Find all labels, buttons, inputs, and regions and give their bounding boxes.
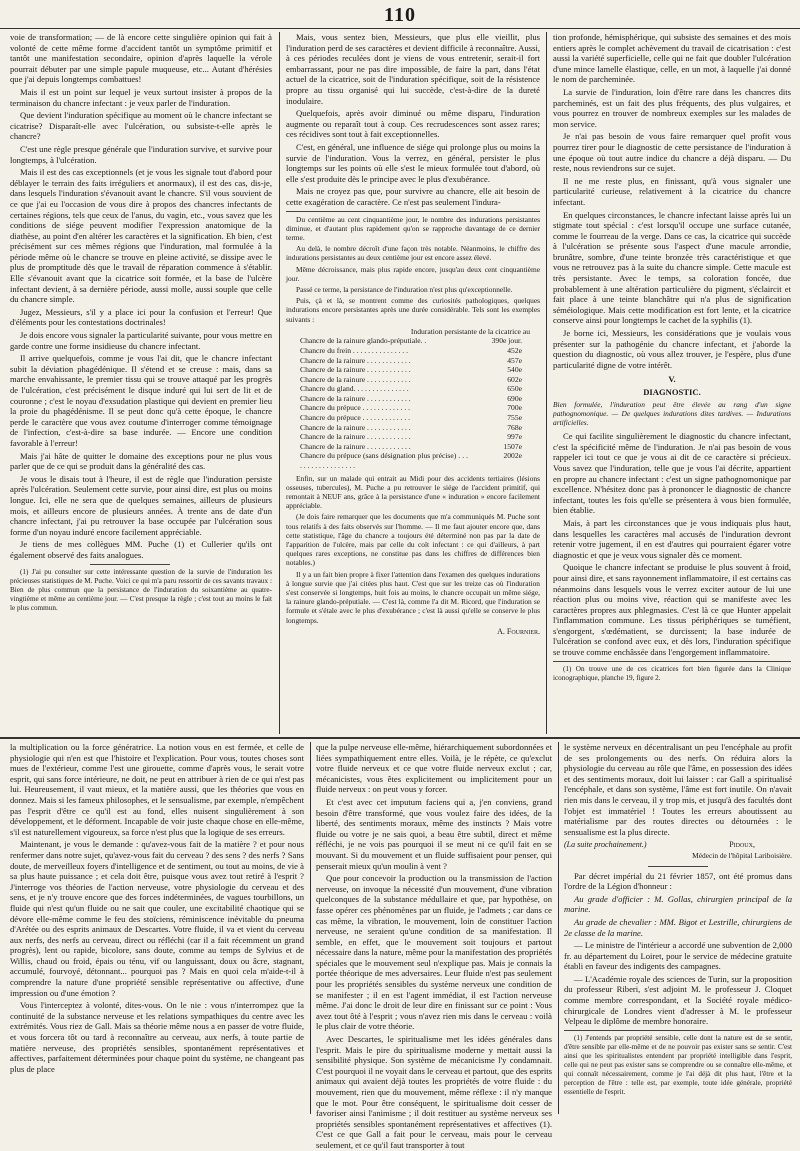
- column-rule: [546, 32, 547, 734]
- paragraph: que la pulpe nerveuse elle-même, hiérarchiquement subordonnées et liées sympathiquement entre elles. Voilà, je le répète, ce qu'exclut votre fluide nerveux et ce que votre fluide nerveux exclut ; car, mécanicistes, vous êtes explicitement ou implicitement pour un fluide nerveux : on peut vous y forcer.: [316, 742, 552, 795]
- table-cell-value: 700e: [507, 403, 522, 413]
- table-cell-value: 690e: [507, 393, 522, 403]
- column-rule: [279, 32, 280, 734]
- paragraph: le système nerveux en décentralisant un peu l'encéphale au profit de ses prolongements ou des nerfs. On réduira alors la physiologie du cerveau au rôle que l'âme, en possession des idées et des sentiments moraux, doit lui laisser : car Gall a spiritualisé l'encéphale, et dans son système, l'âme est fort inutile. On n'avait rien mis dans le cerveau, il y trop mis, et jusqu'à des facultés dont l'objet est immatériel ! Toutes les erreurs aboutissent au matérialisme par des routes directes ou détournées : le sensualisme est la plus directe.: [564, 742, 792, 837]
- table-cell-value: 768e: [507, 422, 522, 432]
- table-row: [300, 346, 540, 356]
- table-row: [300, 442, 540, 452]
- table-row: [300, 356, 540, 366]
- paragraph: Avec Descartes, le spiritualisme met les idées générales dans l'esprit. Mais le pire du spiritualisme moderne y mettait aussi la sensibilité physique. Son système de mécanicisme l'y condamnait. C'est pourquoi il ne voyait dans le cerveau et partout, que des esprits animaux qui avaient déjà toutes les propriétés de votre fluide : du mouvement, rien que du mouvement, même réflexe : il n'y manque que le mot. Pour être conséquent, le spiritualisme doit cesser de favoriser ainsi l'animisme ; il doit restituer au système nerveux ses propriétés sensibles spontanément représentatives et affectives (1). C'est ce que Gall a fait pour le cerveau, mais pour le cerveau seulement, et ce qu'il faut transporter à tout: [316, 1034, 552, 1150]
- news-divider: [648, 866, 708, 867]
- paragraph: Et c'est avec cet imputum faciens qui a, j'en conviens, grand besoin d'être transformé, que vous voulez faire des idées, de la liberté, des sentiments moraux, même des instincts ? Mais votre fluide ou votre je ne sais quoi, a beau être subtil, direct et même réfléchi, je ne vois pas pourquoi il se meut ni ce qu'il fait en se mouvant. Si du mouvement et un fluide suffisaient pour penser, qui penserait mieux qu'un moulin à vent ?: [316, 796, 552, 871]
- signature-block: [564, 840, 792, 861]
- paragraph: En quelques circonstances, le chancre infectant laisse après lui un stigmate tout spécial : c'est lorsqu'il occupe une surface cutanée, comme le fourreau de la verge. Dans ce cas, la cicatrice qui succède à l'ulcération se présente sous l'aspect d'une macule arrondie, brunâtre, sombre, d'une teinte bronzée très caractéristique et que vous ne retrouvez pas à la suite du chancre simple. Cette macule est très persistante. Avec le temps, sa coloration foncée, due probablement à une altération particulière du pigment, s'éclaircit et fait place à une teinte blanchâtre qui n'a plus de signification séméiologique. Mais cette modification est fort lente, et la cicatrice conserve ainsi pour longtemps le cachet de la syphilis (1).: [553, 209, 791, 326]
- table-row: [300, 451, 540, 470]
- paragraph: Que devient l'induration spécifique au moment où le chancre infectant se cicatrise? Disparaît-elle avec l'ulcération, ou subsiste-t-elle après le chancre?: [10, 110, 272, 142]
- paragraph: C'est, en général, une influence de siége qui prolonge plus ou moins la survie de l'induration. Vous la verrez, en général, persister le plus longtemps sur les points où elle s'est le mieux formulée tout d'abord, où elle s'est produite dès le principe avec le plus d'exubérance.: [286, 141, 540, 184]
- note-paragraph: Du centième au cent cinquantième jour, le nombre des indurations persistantes diminue, et d'autant plus rapidement qu'on se rapproche davantage de ce dernier terme.: [286, 214, 540, 242]
- paragraph: Vous l'interceptez à volonté, dites-vous. On le nie : vous n'interrompez que la continuité de la substance nerveuse et les relations sympathiques du centre avec les extrémités. Vous riez de Gall. Mais sa théorie même nous a en passer de votre fluide, et vous forcera tôt ou tard à reconnaître au cerveau, aux nerfs, à toute partie de matière nerveuse, des propriétés sensibles, spontanément représentatives et affectives, parfaitement déterminées pour chaque point du système, ne changeant pas plus de place: [10, 1000, 304, 1074]
- note-paragraph: Passé ce terme, la persistance de l'induration n'est plus qu'exceptionnelle.: [296, 284, 513, 294]
- column-rule: [558, 742, 559, 1114]
- footnote: (1) J'entends par propriété sensible, celle dont la nature est de se sentir, d'être sensible par elle-même et de ne pouvoir pas exister sans se sentir. C'est ainsi que les spiritualistes entendent par propriété intelligible dans l'esprit, celle qui ne peut pas exister sans se comprendre ou se connaître elle-même, et qui connaît nécessairement, comme je l'ai déjà dit plus haut, l'être et la perception de l'être : telle est, par exemple, toute idée générale, propriété essentielle de l'esprit.: [564, 1033, 792, 1096]
- table-row: [300, 413, 540, 423]
- author-name: Pidoux,: [729, 840, 755, 850]
- table-cell-label: Chancre de la rainure . . . . . . . . . . . .: [300, 374, 411, 384]
- footnote: (1) J'ai pu consulter sur cette intéressante question de la survie de l'induration les précieuses statistiques de M. Puche. Voici ce qui m'a paru ressortir de ces savants travaux : Bien de plus commun que la persistance de l'induration du soixantième au quatre-vingtième et même au centième jour. — C'est presque la règle ; c'est tout au moins le fait le plus commun.: [10, 567, 272, 612]
- section-number: V.: [668, 374, 676, 385]
- paragraph: Il arrive quelquefois, comme je vous l'ai dit, que le chancre infectant subit la déviation phagédénique. Il s'étend et se creuse : mais, dans sa marche envahissante, le premier tissu qui se trouve attaqué par les progrès de l'ulcération, c'est précisément le disque induré qui lui sert de lit et de couronne ; c'est le noyau d'exsudation plastique qui devient en premier lieu la proie du phagédénisme. Il se peut donc qu'à cette époque, le chancre perde le caractère que vous avez coutume d'interroger comme témoignage de l'infection, c'est-à-dire sa base indurée. — Encore une condition favorable à l'erreur!: [10, 353, 272, 448]
- section-summary: Bien formulée, l'induration peut être élevée au rang d'un signe pathognomonique. — De quelques indurations dites tardives. — Indurations artificielles.: [553, 399, 791, 427]
- paragraph: Mais il est un point sur lequel je veux surtout insister à propos de la terminaison du chancre infectant : je veux parler de l'induration.: [10, 86, 272, 108]
- paragraph: Je tiens de mes collègues MM. Puche (1) et Cullerier qu'ils ont également observé des faits analogues.: [10, 539, 272, 560]
- note-paragraph: Puis, çà et là, se montrent comme des curiosités pathologiques, quelques indurations encore persistantes après une durée considérable. Tels sont les exemples suivants :: [286, 296, 540, 324]
- table-header: Induration persistante de la cicatrice au: [410, 326, 530, 336]
- top-column-1: [10, 32, 272, 734]
- paragraph: Jugez, Messieurs, s'il y a place ici pour la confusion et l'erreur! Que d'éléments pour les contestations doctrinales!: [10, 306, 272, 328]
- footnote: (1) On trouve une de ces cicatrices fort bien figurée dans la Clinique iconographique, planche 19, figure 2.: [553, 664, 791, 682]
- paragraph: Mais, à part les circonstances que je vous indiquais plus haut, dans lesquelles les caractères mal accusés de l'induration devront retenir votre jugement, il en est d'autres qui pourraient égarer votre diagnostic et que je veux vous signaler dès ce moment.: [553, 517, 791, 560]
- table-cell-label: Chancre du prépuce (sans désignation plus précise) . . . . . . . . . . . . . . . . . .: [300, 451, 468, 471]
- note-paragraph: Enfin, sur un malade qui entrait au Midi pour des accidents tertiaires (lésions osseuses, tubercules), M. Puche a pu retrouver le siége de l'accident primitif, qui remontait à NEUF ans, grâce à la persistance d'une « induration » encore facilement appréciable.: [286, 473, 540, 511]
- table-row: [300, 423, 540, 433]
- table-cell-value: 2002e: [503, 451, 522, 461]
- table-cell-label: Chancre du prépuce . . . . . . . . . . . . .: [300, 413, 411, 423]
- paragraph: Maintenant, je vous le demande : qu'avez-vous fait de la matière ? et pour nous renfermer dans notre sujet, qu'avez-vous fait du cerveau ? des sens ? des nerfs ? Sans doute, de merveilleux foyers d'intelligence et de sentiment, ou tout au moins, de vie à sa plus haute puissance ; et cela doit être, puisque vous avez tout retiré à l'esprit ? J'interroge vos théories de l'action nerveuse, votre physiologie du cerveau et des sens, et je n'y trouve encore que des forces indéterminées, de vagues tourbillons, un fluide qui n'est qu'un fluide ou ne sait que couler, une excitabilité chaotique qui se dévore elle-même comme le feu des stoïciens, réminiscence inévitable du pneuma d'Arétée ou des esprits animaux de Descartes. Votre fluide, il va et vient du cerveau aux nerfs, des nerfs au cerveau, direct ou réfléchi (car il a fait récemment un grand progrès), lent ou rapide, bicolore, sans doute, comme au temps de Sylvius et de Willis, chaud ou froid, épais ou ténu, vif ou languissant, doux ou âcre, stagnant, accumulé, fourvoyé, détonnant... pourquoi pas ? Mais en quoi cela m'aide-t-il à comprendre la nature d'une propriété sensible représentative ou affective, d'une impression ou d'une émotion ?: [10, 839, 304, 998]
- footnote-divider: [553, 661, 791, 662]
- paragraph: Je borne ici, Messieurs, les considérations que je voulais vous présenter sur la pathogénie du chancre infectant, et j'aborde la question du diagnostic, où vous allez trouver, je l'espère, plus d'une particularité digne de votre intérêt.: [553, 328, 791, 370]
- header-rule: [0, 28, 800, 29]
- paragraph: Je n'ai pas besoin de vous faire remarquer quel profit vous pourrez tirer pour le diagnostic de cette persistance de l'induration à une époque où tout autre indice du chancre a déjà disparu. — Du reste, nous reviendrons sur ce sujet.: [553, 131, 791, 174]
- paragraph: Je dois encore vous signaler la particularité suivante, pour vous mettre en garde contre une forme insidieuse du chancre infectant.: [10, 330, 273, 351]
- note-paragraph: Au delà, le nombre décroît d'une façon très notable. Néanmoins, le chiffre des indurations persistantes au deux centième jour est encore assez élevé.: [286, 244, 540, 263]
- paragraph: Mais ne croyez pas que, pour survivre au chancre, elle ait besoin de cette exagération de caractère. Ce n'est pas seulement l'indura-: [286, 186, 540, 207]
- table-row: [300, 403, 540, 413]
- table-cell-value: 457e: [507, 355, 522, 365]
- continuation-note: (La suite prochainement.): [564, 840, 647, 850]
- table-cell-label: Chancre du frein . . . . . . . . . . . . . . .: [300, 345, 408, 355]
- paragraph: Quoique le chancre infectant se produise le plus souvent à froid, pour ainsi dire, et sans rayonnement inflammatoire, il est certains cas néanmoins dans lesquels vous le verrez exciter autour de lui une réaction plus ou moins vive, réaction qui se manifeste avec les caractères propres aux phlegmasies. C'est là ce que Hunter appelait l'inflammation commune. Les tissus périphériques se tuméfient, s'engorgent, s'œdématient, se durcissent; la base indurée de l'ulcération se confond avec eux, et dès lors, l'induration spécifique se trouve comme enchâssée dans l'engorgement inflammatoire.: [553, 562, 791, 658]
- author-title: Médecin de l'hôpital Lariboisière.: [692, 850, 792, 860]
- table-row: [300, 336, 540, 346]
- table-cell-label: Chancre de la rainure . . . . . . . . . . . .: [300, 432, 411, 442]
- table-cell-value: 997e: [507, 432, 522, 442]
- note-paragraph: (Je dois faire remarquer que les documents que m'a communiqués M. Puche sont tous relatifs à des faits observés sur l'homme. — Il me faut ajouter encore que, dans cette statistique, l'âge du chancre a toujours été déterminé non pas par la date de l'apparition de l'ulcère, mais par celle du coït infectant : ce qui d'ailleurs, à part quelques rares exceptions, ne constitue pas dans les chiffres de différences bien notables.): [286, 512, 540, 568]
- top-column-3: [553, 32, 791, 734]
- paragraph: Ce qui facilite singulièrement le diagnostic du chancre infectant, c'est la spécificité même de l'induration. Je n'ai pas besoin de vous rappeler ici tout ce que je vous ai dit de ce caractère si précieux. Vous savez que l'induration, telle que je vous l'ai décrite, appartient en propre au chancre infectant : c'est un signe pathognomonique par excellence. N'hésitez donc pas à prononcer le diagnostic de chancre infectant, toutes les fois qu'elle se présentera à vous bien formulée, bien établie.: [553, 431, 791, 516]
- table-cell-label: Chancre de la rainure glando-préputiale. .: [300, 336, 427, 346]
- bottom-column-2: [316, 742, 552, 1150]
- table-cell-value: 650e: [507, 384, 522, 394]
- top-column-2: [286, 32, 540, 734]
- induration-table: [300, 327, 540, 471]
- paragraph: la multiplication ou la force génératrice. La notion vous en est fermée, et celle de physiologie qui n'en est que l'histoire et l'explication. Pour vous, toutes choses sont mues de l'extérieur, comme l'est une girouette, comme d'après vous, le serait votre esprit, qui sans force intérieure, ne doit, ne peut en attribuer à rien de ce qui n'est pas lui. Heureusement, il vaut mieux, et la matière aussi, que les théories que vous en donnez. Mais si les fameux philosophes, et le sensualisme, par exemple, n'empêchent pas l'esprit d'être ce qu'il est au fond, elles nuisent singulièrement à son développement, et le déforment. Incapable de voir juste chaque chose en elle-même, s'il est naturellement vigoureux, sa force n'est plus que la logique de ses erreurs.: [10, 742, 304, 837]
- table-cell-label: Chancre du gland. . . . . . . . . . . . . . .: [300, 384, 409, 394]
- paragraph: C'est une règle presque générale que l'induration survive, et survive pour longtemps, à l'ulcération.: [10, 143, 272, 165]
- table-cell-label: Chancre du prépuce . . . . . . . . . . . . .: [300, 403, 411, 413]
- table-cell-label: Chancre de la rainure . . . . . . . . . . . .: [300, 393, 411, 403]
- paragraph: voie de transformation; — de là encore cette singulière opinion qui fait à volonté de cette même forme d'accident tantôt un symptôme primitif et tantôt une manifestation secondaire, opinion d'après laquelle la vérole pourrait débuter par une simple papule muqueuse, etc... Autant d'hérésies que j'ai depuis longtemps combattues!: [10, 32, 272, 85]
- news-item: — L'Académie royale des sciences de Turin, sur la proposition du professeur Riberi, s'est adjoint M. le professeur J. Cloquet comme membre correspondant, et la Société royale médico-chirurgicale de Londres vient d'adresser à M. le professeur Velpeau le diplôme de membre honoraire.: [564, 973, 792, 1027]
- footnote-divider: [564, 1030, 792, 1031]
- paragraph: Mais il est des cas exceptionnels (et je vous les signale tout d'abord pour déblayer le terrain des faits irréguliers et anormaux), il est des cas, dis-je, dans lesquels l'induration s'évanouit avant le chancre. S'il vous souvient de ce que j'ai eu l'occasion de vous dire à propos des chancres infectants de certaines régions, tels que ceux de l'anus, du vagin, etc., vous savez que les conditions de siége peuvent modifier l'expression anatomique de la diathèse, au point d'en altérer les caractères et la signification. Eh bien, c'est précisément sur ces mêmes régions que l'induration, mal formulée à la période même où le chancre se trouve en pleine activité, se dissipe avec le plus de promptitude dès que le travail de réparation commence à s'établir. Elle s'évanouit avant que la cicatrice soit formée, et la base de l'ulcère infectant devient, à sa dernière période, aussi molle, aussi souple que celle du chancre simple.: [10, 167, 272, 305]
- news-item: — Le ministre de l'intérieur a accordé une subvention de 2,000 fr. au département du Loiret, pour le service de médecine gratuite établi en faveur des indigents des campagnes.: [564, 940, 792, 972]
- paragraph: Que pour concevoir la production ou la transmission de l'action nerveuse, on invoque la nécessité d'un mouvement, d'une vibration quelconques de la substance médullaire et que, par hypothèse, on fasse opérer ces phénomènes par un fluide, je l'admets ; car dans ce cas même, la vibration, le mouvement, loin de constituer l'action nerveuse, ne seraient qu'une condition de sa manifestation. Il semble, en effet, que le mouvement soit toujours et partout nécessaire dans la nature, même pour la manifestation des propriétés spéciales que le mouvement seul n'explique pas. Mais je connais la portée théorique de mes adversaires. Leur fluide n'est pas seulement pour les propriétés sensibles du système nerveux une condition de se manifester ; il en est l'agent immédiat, il est l'action nerveuse même. J'ai donc le droit de leur dire en finissant sur ce point : Vous avez tout ôté à l'esprit ; vous n'avez rien mis dans le cerveau : voilà le plus clair de votre théorie.: [316, 873, 552, 1032]
- paragraph: tion profonde, hémisphérique, qui subsiste des semaines et des mois entiers après le complet achèvement du travail de cicatrisation : c'est aussi la variété superficielle, celle qui ne fait que doubler l'ulcération d'une mince lamelle élastique, celle, en un mot, à laquelle j'ai donné le nom de parcheminée.: [553, 32, 791, 85]
- table-cell-value: 602e: [507, 374, 522, 384]
- author-signature: A. Fournier.: [497, 626, 540, 636]
- paragraph: Quelquefois, après avoir diminué ou même disparu, l'induration augmente ou reparaît tout à coup. Ces recrudescences sont assez rares; ces récidives sont tout à fait exceptionnelles.: [286, 108, 540, 140]
- paragraph: Je vous le disais tout à l'heure, il est de règle que l'induration persiste après l'ulcération. Seulement cette survie, pour ainsi dire, est plus ou moins longue. Ici, elle ne sera que de quelques semaines, ailleurs de plusieurs mois, et ailleurs encore de plusieurs années. À trente ans de date d'un chancre infectant, j'ai pu retrouver la base occupée par l'ulcération sous forme d'un noyau induré encore facilement appréciable.: [10, 473, 272, 537]
- page-number: 110: [384, 4, 416, 26]
- paragraph: Mais j'ai hâte de quitter le domaine des exceptions pour ne plus vous parler que de ce qui se produit dans la généralité des cas.: [10, 450, 272, 472]
- note-paragraph: Il y a un fait bien propre à fixer l'attention dans l'examen des quelques indurations à longue survie que j'ai citées plus haut. C'est que sur les treize cas où l'induration s'est conservée si longtemps, huit fois au moins, le chancre occupait un même siége, la rainure glando-préputiale. — C'est là, comme l'a dit M. Ricord, que l'induration se formule et s'étale avec le plus d'exubérance ; c'est là aussi qu'elle se conserve le plus longtemps.: [286, 569, 540, 625]
- paragraph: Il ne me reste plus, en finissant, qu'à vous signaler une particularité curieuse, relativement à la cicatrice du chancre infectant.: [553, 175, 791, 207]
- bottom-column-3: [564, 742, 792, 1114]
- footnote-divider: [90, 564, 170, 565]
- table-cell-value: 452e: [507, 345, 522, 355]
- table-row: [300, 365, 540, 375]
- bottom-column-1: [10, 742, 304, 1114]
- section-separator: [0, 737, 800, 739]
- note-paragraph: Même décroissance, mais plus rapide encore, jusqu'au deux cent cinquantième jour.: [286, 264, 540, 283]
- news-item: Au grade de chevalier : MM. Bigot et Lestrille, chirurgiens de 2e classe de la marine.: [564, 916, 792, 938]
- table-cell-label: Chancre de la rainure . . . . . . . . . . . .: [300, 355, 411, 365]
- column-rule: [310, 742, 311, 1114]
- news-item: Au grade d'officier : M. Gollas, chirurgien principal de la marine.: [564, 893, 792, 915]
- notes-divider: [286, 211, 540, 212]
- table-cell-value: 540e: [507, 365, 522, 375]
- table-row: [300, 432, 540, 442]
- table-cell-value: 1507e: [503, 441, 522, 451]
- table-cell-label: Chancre de la rainure . . . . . . . . . . . .: [300, 365, 411, 375]
- news-item: Par décret impérial du 21 février 1857, ont été promus dans l'ordre de la Légion d'honneur :: [564, 870, 792, 892]
- table-cell-label: Chancre de la rainure . . . . . . . . . . . .: [300, 441, 411, 451]
- table-cell-value: 755e: [507, 413, 522, 423]
- section-title: DIAGNOSTIC.: [643, 387, 701, 397]
- table-cell-value: 390e jour.: [491, 336, 522, 346]
- table-row: [300, 394, 540, 404]
- table-row: [300, 375, 540, 385]
- table-cell-label: Chancre de la rainure . . . . . . . . . . . .: [300, 422, 411, 432]
- table-row: [300, 384, 540, 394]
- paragraph: La survie de l'induration, loin d'être rare dans les chancres dits parcheminés, est un fait des plus fréquents, des plus vulgaires, et vous pourrez en trouver de nombreux exemples sur les malades de mon service.: [553, 86, 791, 129]
- paragraph: Mais, vous sentez bien, Messieurs, que plus elle vieillit, plus l'induration perd de ses caractères et devient difficile à reconnaître. Aussi, à ces périodes reculées dont je viens de vous entretenir, serait-il fort embarrassant, pour ne pas dire impossible, de faire la part, dans l'état actuel de la cicatrice, soit de l'induration spécifique, soit de la résistence propre au tissu organisé qui lui succède, c'est-à-dire de la dureté inodulaire.: [286, 32, 540, 106]
